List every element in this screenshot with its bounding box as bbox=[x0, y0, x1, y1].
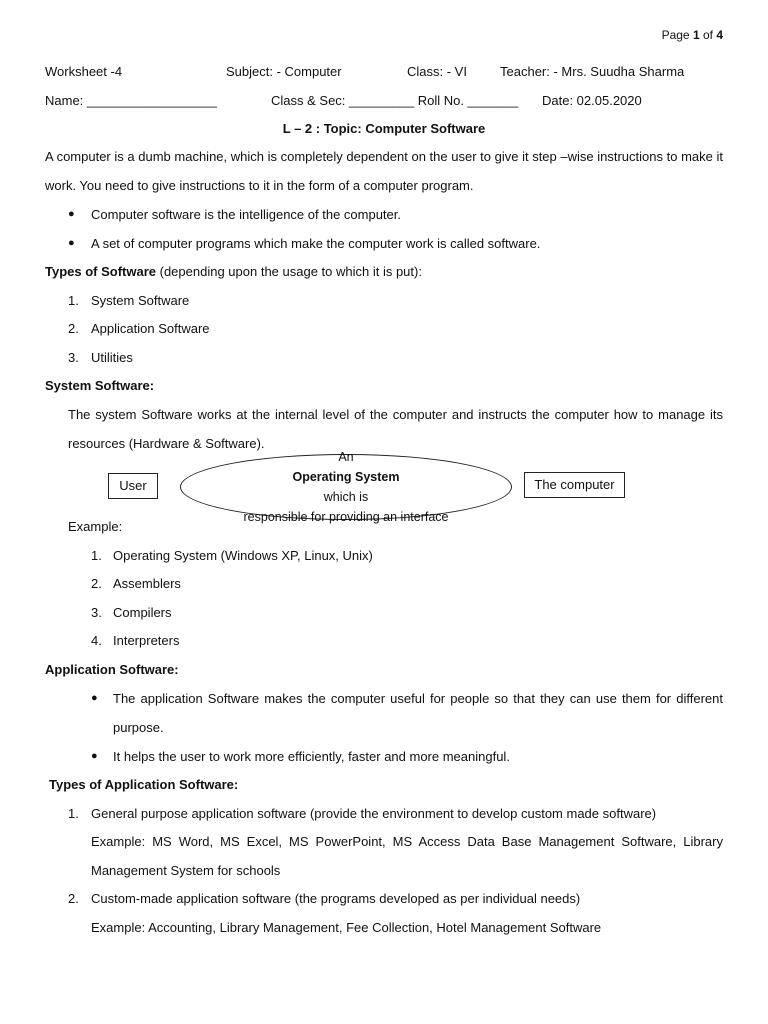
example-label: Example: bbox=[68, 519, 123, 534]
name-field: Name: __________________ bbox=[45, 93, 218, 108]
types-app-item: General purpose application software (provide the environment to develop custom made software) bbox=[91, 806, 657, 821]
example-item: Operating System (Windows XP, Linux, Unix) bbox=[113, 548, 373, 563]
bullet-icon: ● bbox=[91, 750, 98, 762]
types-item: Application Software bbox=[91, 321, 210, 336]
bullet-icon: ● bbox=[68, 237, 75, 249]
types-heading-rest: (depending upon the usage to which it is put): bbox=[156, 264, 422, 279]
types-app-heading: Types of Application Software: bbox=[49, 777, 239, 792]
page-current: 1 bbox=[692, 28, 700, 42]
user-box: User bbox=[108, 473, 158, 499]
page-total: 4 bbox=[716, 28, 723, 42]
bullet-icon: ● bbox=[68, 208, 75, 220]
computer-box: The computer bbox=[524, 472, 625, 498]
example-item: Interpreters bbox=[113, 633, 180, 648]
class-sec-roll-field: Class & Sec: _________ Roll No. _______ bbox=[271, 93, 519, 108]
types-app-item: Custom-made application software (the programs developed as per individual needs) bbox=[91, 891, 581, 906]
types-app-example: Example: Accounting, Library Management, Fee Collection, Hotel Management Software bbox=[91, 920, 602, 935]
topic-title: L – 2 : Topic: Computer Software bbox=[282, 121, 486, 136]
system-software-description: The system Software works at the internal level of the computer and instructs the computer how to manage its resources (Hardware & Software). bbox=[68, 407, 723, 451]
system-software-heading: System Software: bbox=[45, 378, 155, 393]
os-line-1-pre: An bbox=[338, 450, 354, 464]
page-number bbox=[662, 28, 723, 42]
example-item: Compilers bbox=[113, 605, 172, 620]
intro-bullet-2: A set of computer programs which make the computer work is called software. bbox=[91, 236, 541, 251]
operating-system-ellipse bbox=[180, 450, 512, 524]
example-num: 3. bbox=[91, 605, 102, 620]
types-item: System Software bbox=[91, 293, 190, 308]
intro-bullet-1: Computer software is the intelligence of the computer. bbox=[91, 207, 401, 222]
page-of: of bbox=[699, 28, 717, 42]
types-app-num: 2. bbox=[68, 891, 79, 906]
types-num: 2. bbox=[68, 321, 79, 336]
teacher-label: Teacher: - Mrs. Suudha Sharma bbox=[500, 64, 685, 79]
intro-paragraph: A computer is a dumb machine, which is completely dependent on the user to give it step –wise instructions to make it work. You need to give instructions to it in the form of a computer program. bbox=[45, 149, 723, 193]
example-num: 2. bbox=[91, 576, 102, 591]
types-num: 1. bbox=[68, 293, 79, 308]
os-text bbox=[244, 447, 449, 527]
application-bullet-2: It helps the user to work more efficiently, faster and more meaningful. bbox=[113, 749, 510, 764]
example-num: 1. bbox=[91, 548, 102, 563]
page-prefix: Page bbox=[661, 28, 693, 42]
example-item: Assemblers bbox=[113, 576, 181, 591]
types-item: Utilities bbox=[91, 350, 133, 365]
class-label: Class: - VI bbox=[407, 64, 467, 79]
example-num: 4. bbox=[91, 633, 102, 648]
types-num: 3. bbox=[68, 350, 79, 365]
subject-label: Subject: - Computer bbox=[226, 64, 342, 79]
types-heading-bold: Types of Software bbox=[45, 264, 157, 279]
application-software-heading: Application Software: bbox=[45, 662, 179, 677]
os-line-1-bold: Operating System bbox=[292, 470, 400, 484]
os-line-1-post: which is bbox=[323, 490, 369, 504]
types-heading bbox=[45, 262, 422, 282]
types-app-example: Example: MS Word, MS Excel, MS PowerPoint, MS Access Data Base Management Software, Library Management System for schools bbox=[91, 834, 723, 878]
types-app-num: 1. bbox=[68, 806, 79, 821]
os-line-2: responsible for providing an interface bbox=[243, 510, 449, 524]
date-label: Date: 02.05.2020 bbox=[542, 93, 642, 108]
os-line-1 bbox=[244, 447, 449, 507]
worksheet-label: Worksheet -4 bbox=[45, 64, 123, 79]
bullet-icon: ● bbox=[91, 692, 98, 704]
application-bullet-1: The application Software makes the computer useful for people so that they can use them for different purpose. bbox=[113, 691, 723, 735]
